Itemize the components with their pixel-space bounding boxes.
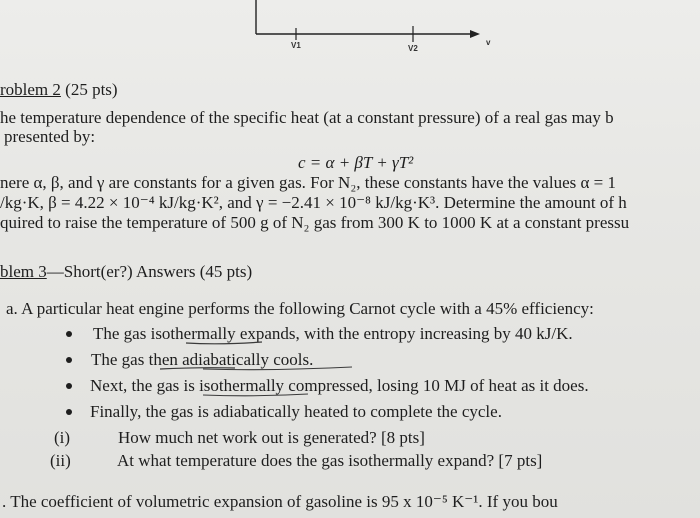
question-i-text: How much net work out is generated? [8 pts] (118, 428, 425, 447)
v-axis-label: v (486, 38, 491, 47)
carnot-step-1: The gas isothermally expands, with the entropy increasing by 40 kJ/K. (93, 324, 573, 343)
part-b-text: . The coefficient of volumetric expansion of gasoline is 95 x 10⁻⁵ K⁻¹. If you bou (2, 492, 558, 511)
problem-3-title: blem 3 (0, 262, 47, 281)
problem-2-title: roblem 2 (0, 80, 61, 99)
question-i-number: (i) (54, 428, 71, 447)
problem-2-text-line-3: nere α, β, and γ are constants for a given gas. For N₂, these constants have the values α = 1 (0, 173, 616, 192)
specific-heat-equation: c = α + βT + γT² (298, 153, 414, 172)
problem-2-text-line-5: quired to raise the temperature of 500 g of N₂ gas from 300 K to 1000 K at a constant pressu (0, 213, 630, 232)
part-a-text: a. A particular heat engine performs the following Carnot cycle with a 45% efficiency: (6, 299, 594, 318)
question-ii-text: At what temperature does the gas isothermally expand? [7 pts] (117, 451, 543, 470)
problem-2-points: (25 pts) (65, 80, 118, 99)
problem-2-text-line-4: /kg·K, β = 4.22 × 10⁻⁴ kJ/kg·K², and γ = −2.41 × 10⁻⁸ kJ/kg·K³. Determine the amount of h (0, 193, 627, 212)
problem-3-title-rest: —Short(er?) Answers (45 pts) (46, 262, 253, 281)
problem-2-text-line-2: presented by: (4, 127, 96, 146)
v1-label: V1 (291, 41, 301, 50)
carnot-step-3: Next, the gas is isothermally compressed, losing 10 MJ of heat as it does. (90, 376, 589, 395)
problem-2-text-line-1: he temperature dependence of the specific heat (at a constant pressure) of a real gas may b (0, 108, 614, 127)
carnot-step-2: The gas then adiabatically cools. (91, 350, 314, 369)
v2-label: V2 (408, 44, 418, 53)
question-ii-number: (ii) (50, 451, 71, 470)
carnot-step-4: Finally, the gas is adiabatically heated to complete the cycle. (90, 402, 502, 421)
